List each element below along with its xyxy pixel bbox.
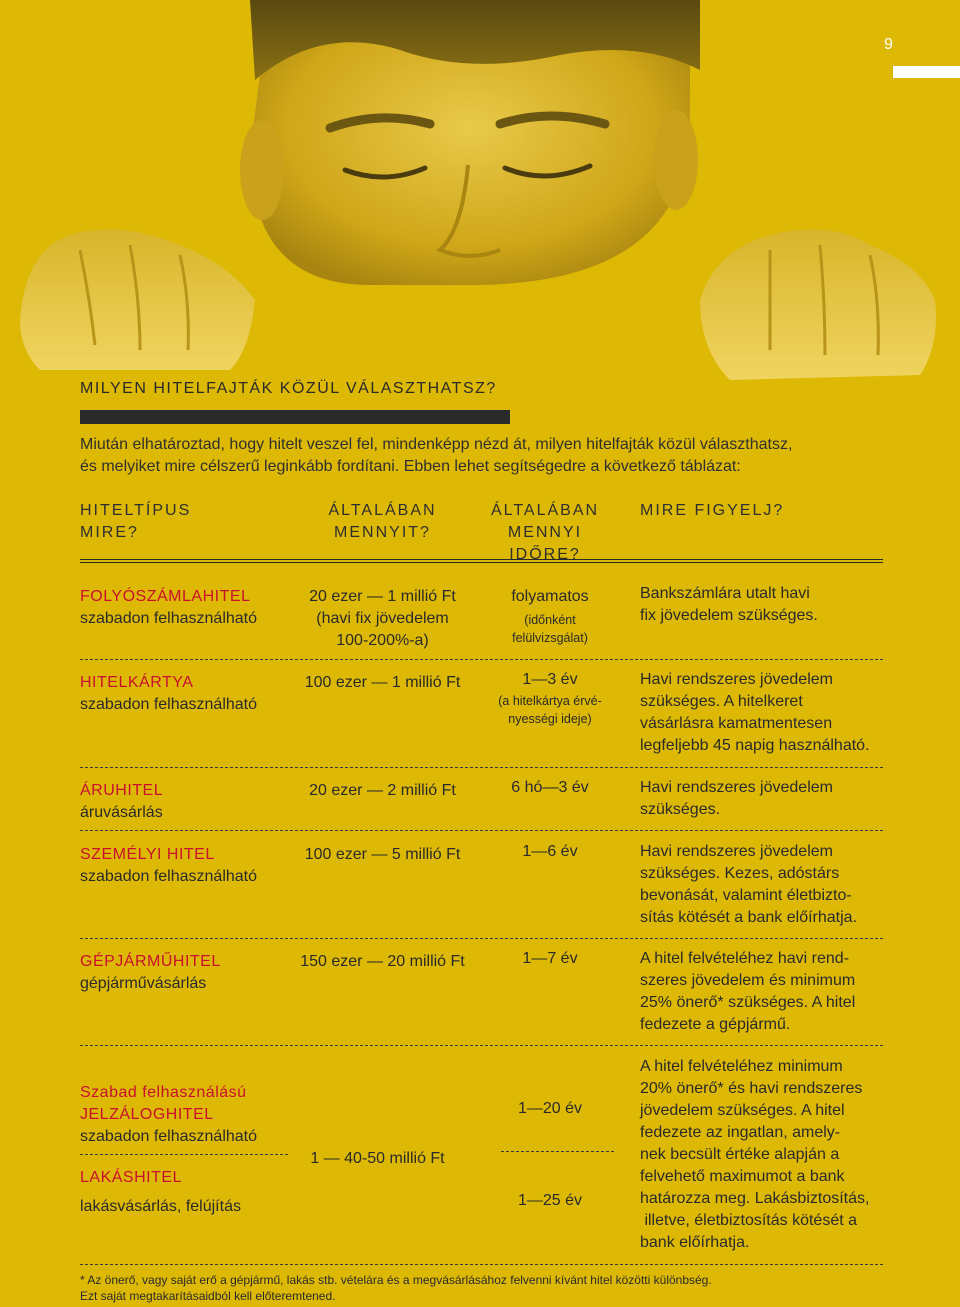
loan-term: 1—25 év xyxy=(517,1192,583,1209)
loan-amount: 150 ezer — 20 millió Ft xyxy=(300,953,465,970)
right-hand xyxy=(700,229,936,380)
loan-purpose: szabadon felhasználható xyxy=(80,610,258,627)
sub-row-divider xyxy=(80,1154,288,1155)
row-divider xyxy=(80,659,883,660)
loan-amount: 20 ezer — 2 millió Ft xyxy=(309,782,456,799)
header-text: MIRE? xyxy=(80,524,139,541)
note-line: legfeljebb 45 napig használható. xyxy=(640,737,870,754)
loan-type-name: LAKÁSHITEL xyxy=(80,1169,182,1186)
loan-purpose: szabadon felhasználható xyxy=(80,868,258,885)
loan-purpose: lakásvásárlás, felújítás xyxy=(80,1198,241,1215)
loan-term: 1—6 év xyxy=(522,843,578,860)
row-divider xyxy=(80,1045,883,1046)
loan-purpose: áruvásárlás xyxy=(80,804,163,821)
note-line: Havi rendszeres jövedelem xyxy=(640,779,833,796)
note-line: nek becsült értéke alapján a xyxy=(640,1146,840,1163)
header-text: MENNYI IDŐRE? xyxy=(507,524,583,563)
loan-term-note xyxy=(475,611,625,647)
header-divider xyxy=(80,559,883,563)
loan-type-name: SZEMÉLYI HITEL xyxy=(80,846,215,863)
loan-watch-note xyxy=(640,777,833,821)
intro-line: Miután elhatároztad, hogy hitelt veszel fel, mindenképp nézd át, milyen hitelfajták közül választhatsz, xyxy=(80,436,793,453)
note-line: szükséges. Kezes, adóstárs xyxy=(640,865,840,882)
note-line: sítás kötését a bank előírhatja. xyxy=(640,909,858,926)
loan-amount: 100 ezer — 1 millió Ft xyxy=(304,674,461,691)
row-divider xyxy=(80,938,883,939)
amount-line: (havi fix jövedelem xyxy=(316,610,449,627)
note-line: szükséges. A hitelkeret xyxy=(640,693,803,710)
page-number: 9 xyxy=(884,36,893,53)
footnote-line: Ezt saját megtakarításaidból kell előteremtened. xyxy=(80,1289,336,1303)
note-line: bank előírhatja. xyxy=(640,1234,750,1251)
table-bottom-divider xyxy=(80,1264,883,1265)
loan-type-name: JELZÁLOGHITEL xyxy=(80,1106,214,1123)
note-line: fedezete a gépjármű. xyxy=(640,1016,791,1033)
term-note-line: (időnként xyxy=(524,613,576,627)
loan-term-note xyxy=(475,692,625,728)
note-line: illetve, életbiztosítás kötését a xyxy=(640,1212,857,1229)
intro-line: és melyiket mire célszerű leginkább fordítani. Ebben lehet segítségedre a következő táblázat: xyxy=(80,458,741,475)
note-line: bevonását, valamint életbizto- xyxy=(640,887,852,904)
loan-amount: 100 ezer — 5 millió Ft xyxy=(304,846,461,863)
loan-type-name: ÁRUHITEL xyxy=(80,782,164,799)
section-title-rule xyxy=(80,410,510,424)
loan-type-prefix: Szabad felhasználású xyxy=(80,1084,247,1101)
loan-term: 1—3 év xyxy=(522,671,578,688)
term-note-line: (a hitelkártya érvé- xyxy=(498,694,602,708)
note-line: szükséges. xyxy=(640,801,721,818)
sub-row-divider xyxy=(501,1151,614,1152)
loan-term: 1—7 év xyxy=(522,950,578,967)
section-title: MILYEN HITELFAJTÁK KÖZÜL VÁLASZTHATSZ? xyxy=(80,380,497,397)
note-line: szeres jövedelem és minimum xyxy=(640,972,856,989)
note-line: fedezete az ingatlan, amely- xyxy=(640,1124,841,1141)
loan-watch-note xyxy=(640,583,818,627)
intro-paragraph xyxy=(80,434,870,478)
loan-term: folyamatos xyxy=(511,588,589,605)
row-divider xyxy=(80,830,883,831)
loan-term: 1—20 év xyxy=(517,1100,583,1117)
footnote xyxy=(80,1272,712,1304)
note-line: Havi rendszeres jövedelem xyxy=(640,843,833,860)
peeking-man-photo xyxy=(0,0,960,390)
row-divider xyxy=(80,767,883,768)
loan-watch-note xyxy=(640,1056,869,1254)
note-line: 20% önerő* és havi rendszeres xyxy=(640,1080,863,1097)
note-line: vásárlásra kamatmentesen xyxy=(640,715,833,732)
loan-purpose: szabadon felhasználható xyxy=(80,696,258,713)
note-line: A hitel felvételéhez minimum xyxy=(640,1058,843,1075)
header-text: ÁLTALÁBAN xyxy=(328,502,437,519)
note-line: határozza meg. Lakásbiztosítás, xyxy=(640,1190,870,1207)
loan-term: 6 hó—3 év xyxy=(511,779,589,796)
note-line: A hitel felvételéhez havi rend- xyxy=(640,950,850,967)
loan-watch-note xyxy=(640,948,855,1036)
right-ear xyxy=(654,110,698,210)
loan-amount xyxy=(290,586,475,652)
term-note-line: nyességi ideje) xyxy=(508,712,592,726)
loan-purpose: szabadon felhasználható xyxy=(80,1128,258,1145)
header-amount xyxy=(300,500,465,544)
loan-watch-note xyxy=(640,669,870,757)
header-text: ÁLTALÁBAN xyxy=(490,502,600,519)
footnote-line: * Az önerő, vagy saját erő a gépjármű, lakás stb. vételára és a megvásárlásához felvenni kívánt hitel közötti különbség. xyxy=(80,1273,712,1287)
loan-purpose: gépjárművásárlás xyxy=(80,975,207,992)
left-ear xyxy=(240,120,284,220)
note-line: 25% önerő* szükséges. A hitel xyxy=(640,994,856,1011)
header-watch-out: MIRE FIGYELJ? xyxy=(640,502,785,519)
loan-type-name: HITELKÁRTYA xyxy=(80,674,194,691)
term-note-line: felülvizsgálat) xyxy=(512,631,588,645)
note-line: Bankszámlára utalt havi xyxy=(640,585,810,602)
header-loan-type xyxy=(80,500,191,544)
note-line: jövedelem szükséges. A hitel xyxy=(640,1102,845,1119)
amount-line: 20 ezer — 1 millió Ft xyxy=(309,588,456,605)
amount-line: 100-200%-a) xyxy=(336,632,429,649)
note-line: Havi rendszeres jövedelem xyxy=(640,671,833,688)
header-term xyxy=(470,500,620,566)
note-line: fix jövedelem szükséges. xyxy=(640,607,818,624)
loan-type-name: GÉPJÁRMŰHITEL xyxy=(80,953,221,970)
loan-amount: 1 — 40-50 millió Ft xyxy=(310,1150,445,1167)
loan-type-name: FOLYÓSZÁMLAHITEL xyxy=(80,588,251,605)
header-text: HITELTÍPUS xyxy=(80,502,192,519)
loan-watch-note xyxy=(640,841,857,929)
header-text: MENNYIT? xyxy=(334,524,431,541)
note-line: felvehető maximumot a bank xyxy=(640,1168,845,1185)
